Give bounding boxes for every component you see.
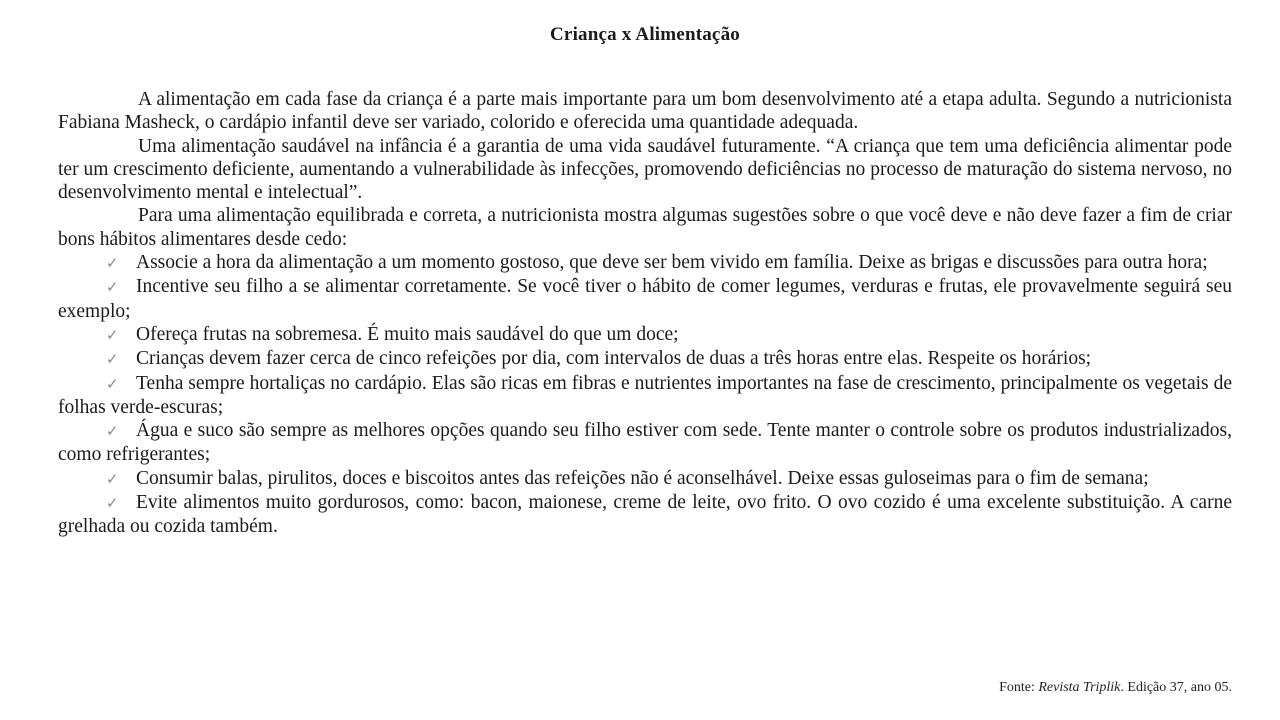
tip-item xyxy=(58,275,1232,323)
paragraph-suggestions: Para uma alimentação equilibrada e correta, a nutricionista mostra algumas sugestões sobre o que você deve e não deve fazer a fim de criar bons hábitos alimentares desde cedo: xyxy=(58,205,1232,250)
tip-text: Associe a hora da alimentação a um momento gostoso, que deve ser bem vivido em família. Deixe as brigas e discussões para outra hora; xyxy=(136,252,1208,274)
tip-text: Crianças devem fazer cerca de cinco refeições por dia, com intervalos de duas a três horas entre elas. Respeite os horários; xyxy=(136,348,1092,370)
tip-text: Evite alimentos muito gordurosos, como: bacon, maionese, creme de leite, ovo frito. O ovo cozido é uma excelente substituição. A carne grelhada ou cozida também. xyxy=(58,492,1232,538)
check-icon: ✓ xyxy=(106,254,119,273)
tip-item xyxy=(58,467,1232,491)
paragraph-intro: A alimentação em cada fase da criança é a parte mais importante para um bom desenvolvimento até a etapa adulta. Segundo a nutricionista Fabiana Masheck, o cardápio infantil deve ser variado, colorido e oferecida uma quantidade adequada. xyxy=(58,89,1232,134)
tip-item xyxy=(58,251,1232,275)
tip-text: Consumir balas, pirulitos, doces e biscoitos antes das refeições não é aconselhável. Deixe essas guloseimas para o fim de semana; xyxy=(136,467,1149,489)
tip-item xyxy=(58,347,1232,371)
tips-list xyxy=(58,251,1232,539)
tip-text: Água e suco são sempre as melhores opções quando seu filho estiver com sede. Tente manter o controle sobre os produtos industrializados, como refrigerantes; xyxy=(58,420,1232,466)
document-title: Criança x Alimentação xyxy=(550,24,740,45)
paragraph-quote: Uma alimentação saudável na infância é a garantia de uma vida saudável futuramente. “A criança que tem uma deficiência alimentar pode ter um crescimento deficiente, aumentando a vulnerabilidade às infecções, promovendo deficiências no processo de maturação do sistema nervoso, no desenvolvimento mental e intelectual”. xyxy=(58,135,1232,204)
document-page xyxy=(58,24,1232,539)
check-icon: ✓ xyxy=(106,494,119,513)
check-icon: ✓ xyxy=(106,278,119,297)
tip-item xyxy=(58,419,1232,467)
tip-item xyxy=(58,372,1232,420)
check-icon: ✓ xyxy=(106,325,119,344)
tip-text: Ofereça frutas na sobremesa. É muito mais saudável do que um doce; xyxy=(136,323,679,345)
source-prefix: Fonte: xyxy=(999,680,1039,695)
source-publication: Revista Triplik xyxy=(1038,680,1121,695)
tip-text: Tenha sempre hortaliças no cardápio. Elas são ricas em fibras e nutrientes importantes na fase de crescimento, principalmente os vegetais de folhas verde-escuras; xyxy=(58,372,1232,418)
check-icon: ✓ xyxy=(106,374,119,393)
check-icon: ✓ xyxy=(106,422,119,441)
check-icon: ✓ xyxy=(106,469,119,488)
check-icon: ✓ xyxy=(106,350,119,369)
source-suffix: . Edição 37, ano 05. xyxy=(1120,680,1232,695)
source-citation xyxy=(999,680,1232,696)
tip-item xyxy=(58,491,1232,539)
tip-item xyxy=(58,323,1232,347)
tip-text: Incentive seu filho a se alimentar corretamente. Se você tiver o hábito de comer legumes, verduras e frutas, ele provavelmente seguirá seu exemplo; xyxy=(58,276,1232,322)
